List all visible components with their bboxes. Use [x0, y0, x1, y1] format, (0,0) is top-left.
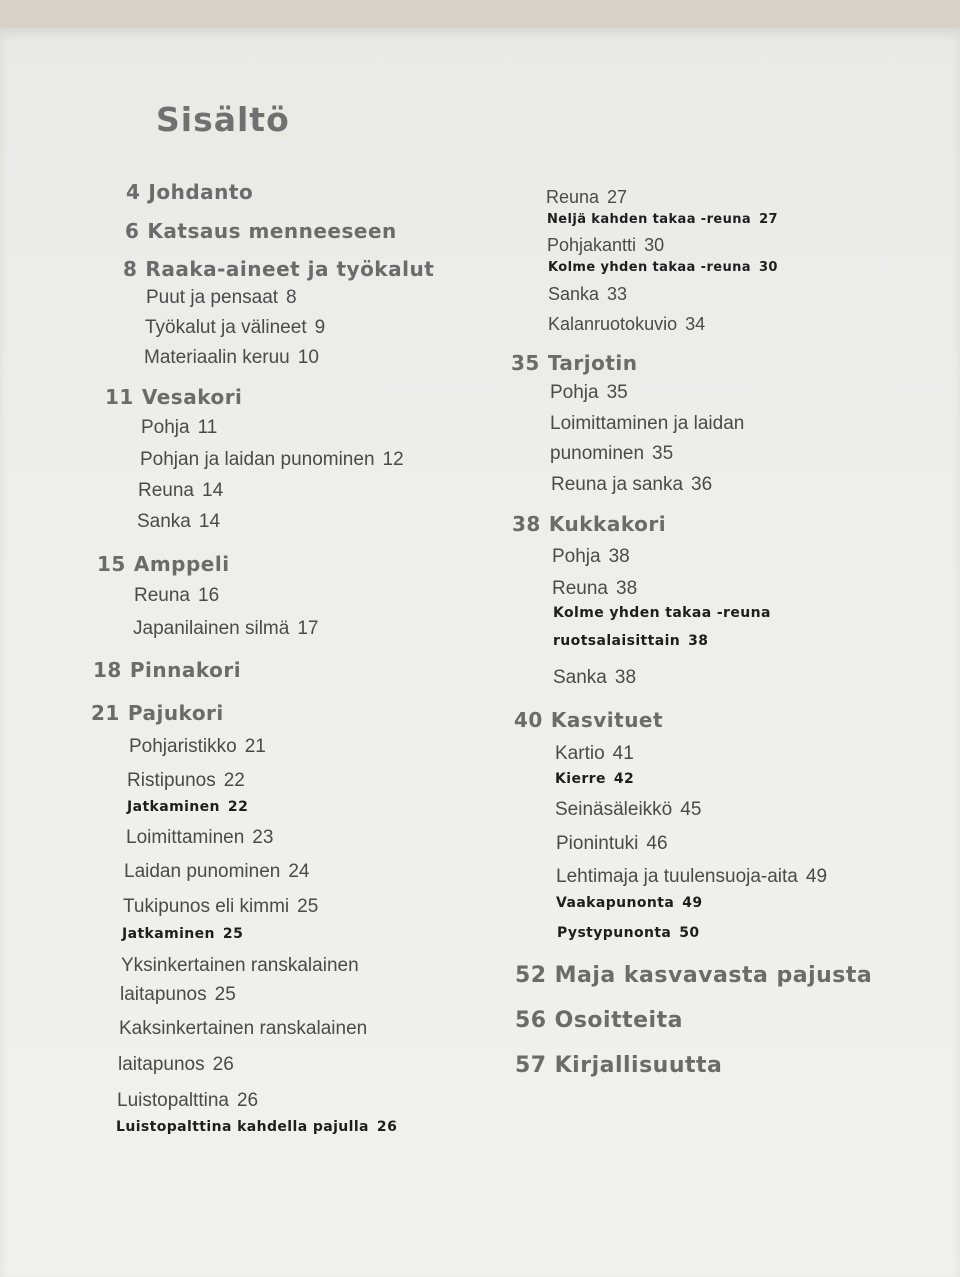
toc-chapter: 40 Kasvituet — [514, 708, 664, 732]
toc-section: Pohja 35 — [550, 382, 628, 403]
toc-section: Sanka 14 — [137, 511, 221, 532]
toc-section: punominen 35 — [550, 443, 674, 464]
toc-section: Pionintuki 46 — [556, 833, 668, 854]
toc-subsection: ruotsalaisittain 38 — [553, 633, 709, 649]
toc-chapter: 6 Katsaus menneeseen — [125, 219, 397, 243]
toc-section: Luistopalttina 26 — [117, 1090, 259, 1111]
toc-chapter: 18 Pinnakori — [93, 658, 242, 682]
toc-section: Reuna ja sanka 36 — [551, 474, 713, 495]
toc-chapter: 57 Kirjallisuutta — [515, 1053, 723, 1078]
toc-section: Seinäsäleikkö 45 — [555, 799, 702, 820]
toc-chapter: 56 Osoitteita — [515, 1008, 683, 1033]
toc-section: Loimittaminen 23 — [126, 827, 274, 848]
toc-section: Loimittaminen ja laidan — [550, 413, 745, 434]
toc-section: Kalanruotokuvio 34 — [548, 314, 706, 334]
toc-section: laitapunos 26 — [118, 1054, 234, 1075]
toc-subsection: Jatkaminen 25 — [122, 926, 244, 942]
toc-subsection: Neljä kahden takaa -reuna 27 — [547, 212, 778, 227]
toc-section: laitapunos 25 — [120, 984, 236, 1005]
toc-section: Materiaalin keruu 10 — [144, 347, 319, 368]
toc-section: Sanka 33 — [548, 284, 628, 304]
toc-section: Pohjaristikko 21 — [129, 736, 266, 757]
toc-chapter: 35 Tarjotin — [511, 351, 638, 375]
page-title: Sisältö — [156, 100, 290, 139]
toc-section: Puut ja pensaat 8 — [146, 287, 297, 308]
toc-section: Yksinkertainen ranskalainen — [121, 955, 359, 976]
toc-chapter: 11 Vesakori — [105, 385, 243, 409]
toc-subsection: Luistopalttina kahdella pajulla 26 — [116, 1119, 398, 1135]
toc-section: Laidan punominen 24 — [124, 861, 310, 882]
toc-section: Ristipunos 22 — [127, 770, 245, 791]
toc-section: Pohja 38 — [552, 546, 630, 567]
toc-section: Kaksinkertainen ranskalainen — [119, 1018, 368, 1039]
toc-section: Sanka 38 — [553, 667, 637, 688]
toc-section: Reuna 16 — [134, 585, 220, 606]
book-page — [0, 28, 960, 1277]
toc-section: Reuna 38 — [552, 578, 638, 599]
toc-section: Japanilainen silmä 17 — [133, 618, 319, 639]
toc-section: Kartio 41 — [555, 743, 634, 764]
toc-section: Lehtimaja ja tuulensuoja-aita 49 — [556, 866, 828, 887]
toc-section: Reuna 14 — [138, 480, 224, 501]
toc-subsection: Kolme yhden takaa -reuna — [553, 605, 771, 621]
toc-section: Pohjakantti 30 — [547, 235, 665, 255]
toc-chapter: 8 Raaka-aineet ja työkalut — [123, 257, 435, 281]
toc-section: Reuna 27 — [546, 187, 628, 207]
toc-section: Työkalut ja välineet 9 — [145, 317, 326, 338]
toc-chapter: 15 Amppeli — [97, 552, 230, 576]
toc-subsection: Vaakapunonta 49 — [556, 895, 703, 911]
toc-chapter: 4 Johdanto — [126, 180, 254, 204]
toc-section: Pohja 11 — [141, 417, 218, 438]
toc-section: Tukipunos eli kimmi 25 — [123, 896, 319, 917]
toc-chapter: 21 Pajukori — [91, 701, 224, 725]
toc-subsection: Kierre 42 — [555, 771, 635, 787]
toc-chapter: 38 Kukkakori — [512, 512, 667, 536]
toc-subsection: Pystypunonta 50 — [557, 925, 700, 941]
toc-section: Pohjan ja laidan punominen 12 — [140, 449, 404, 470]
toc-subsection: Jatkaminen 22 — [127, 799, 249, 815]
toc-chapter: 52 Maja kasvavasta pajusta — [515, 963, 873, 988]
toc-subsection: Kolme yhden takaa -reuna 30 — [548, 260, 778, 275]
